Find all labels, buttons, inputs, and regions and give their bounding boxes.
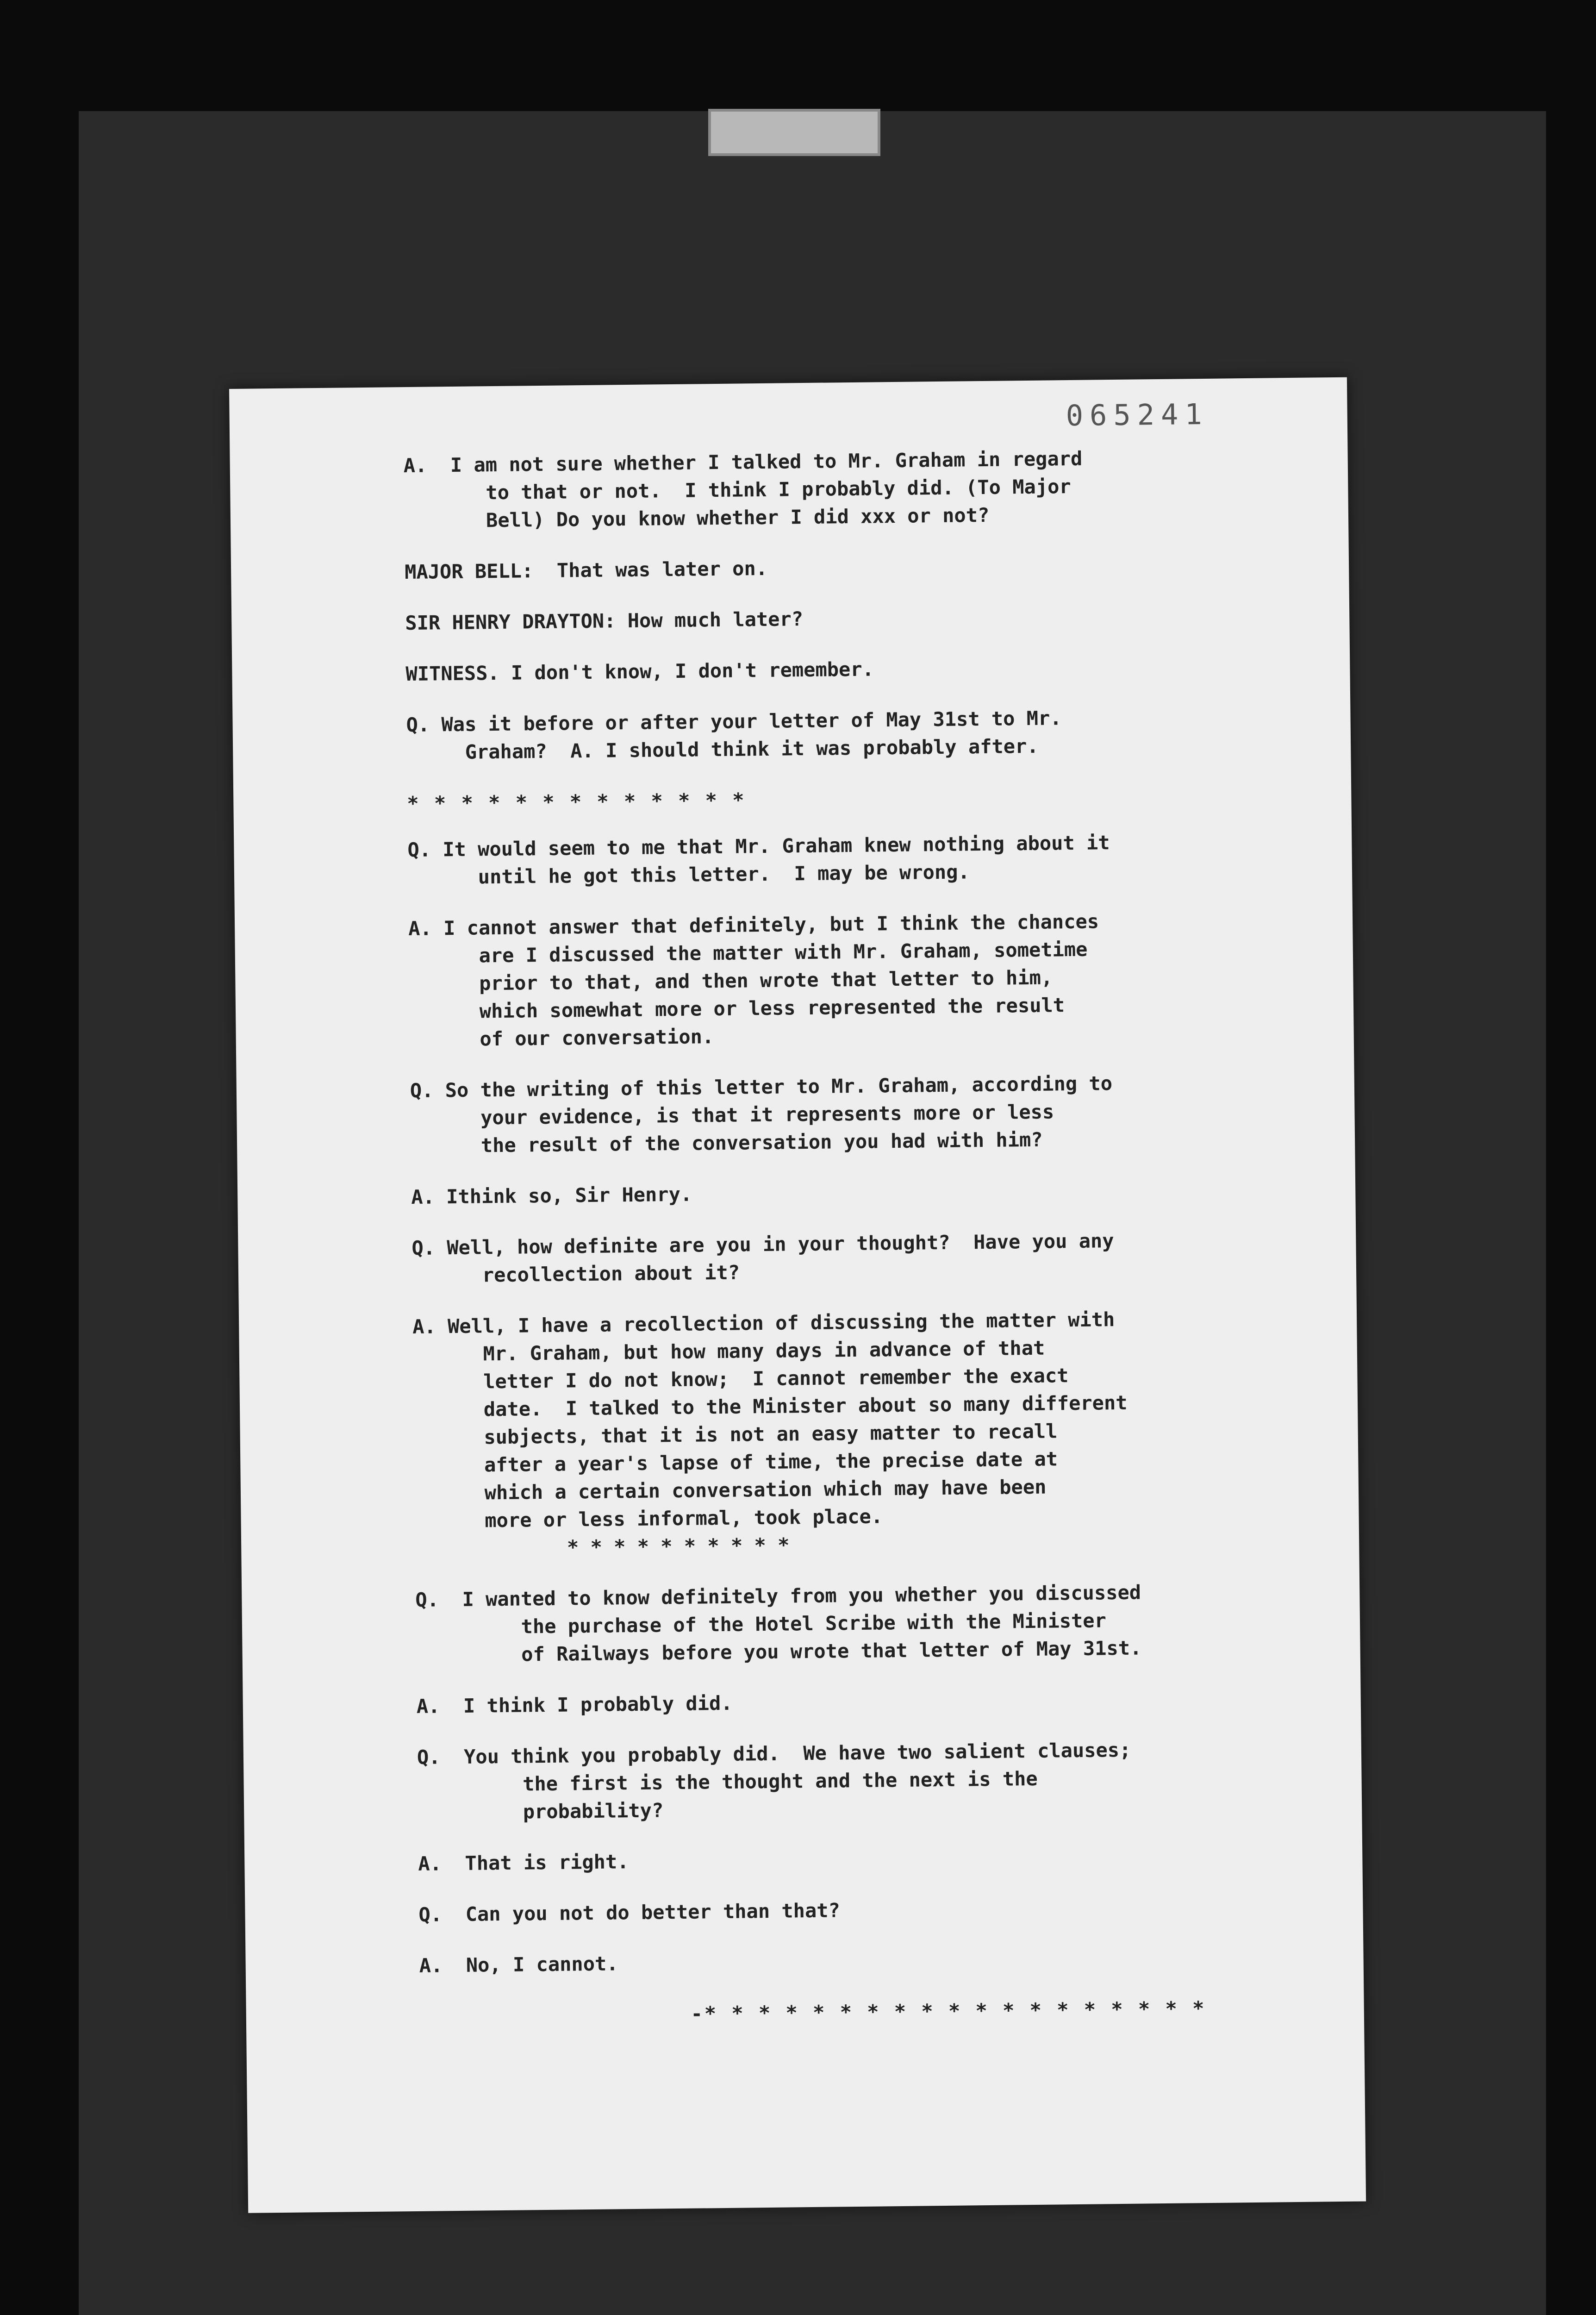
transcript-entry: Q. Can you not do better than that? bbox=[418, 1899, 841, 1926]
typewritten-page bbox=[229, 377, 1366, 2213]
transcript-entry: Q. It would seem to me that Mr. Graham knew nothing about it until he got this letter. I may be wrong. bbox=[407, 831, 1110, 889]
transcript-entry: Q. You think you probably did. We have two salient clauses; the first is the thought and the next is the probability? bbox=[417, 1738, 1131, 1824]
separator-stars: -* * * * * * * * * * * * * * * * * * * bbox=[419, 1997, 1206, 2028]
transcript-entry: Q. Was it before or after your letter of May 31st to Mr. Graham? A. I should think it was probably after. bbox=[406, 707, 1062, 764]
transcript-entry: A. That is right. bbox=[418, 1850, 629, 1875]
transcript-entry: A. I cannot answer that definitely, but I think the chances are I discussed the matter with Mr. Graham, sometime prior to that, and then wrote that letter to him, which somewhat more or less represented the result of our conversation. bbox=[408, 910, 1099, 1051]
document-number: 065241 bbox=[1066, 397, 1209, 433]
transcript-entry: MAJOR BELL: That was later on. bbox=[404, 557, 768, 584]
transcript-entry: Q. I wanted to know definitely from you whether you discussed the purchase of the Hotel Scribe with the Minister of Railways before you wrote that letter of May 31st. bbox=[415, 1581, 1142, 1667]
transcript-entry: SIR HENRY DRAYTON: How much later? bbox=[405, 607, 804, 635]
transcript-entry: Q. So the writing of this letter to Mr. Graham, according to your evidence, is that it represents more or less the result of the conversation you had with him? bbox=[410, 1072, 1113, 1158]
transcript-body bbox=[403, 443, 1322, 2049]
transcript-entry: A. Well, I have a recollection of discussing the matter with Mr. Graham, but how many days in advance of that letter I do not know; I cannot remember the exact date. I talked to the Minister about so many different subjects, that it is not an easy matter to recall after a year's lapse of time, the precise date at which a certain conversation which may have been more or less informal, took place. * * * * * * * * * * bbox=[412, 1308, 1128, 1560]
transcript-entry: A. Ithink so, Sir Henry. bbox=[411, 1183, 692, 1208]
transcript-entry: WITNESS. I don't know, I don't remember. bbox=[405, 657, 874, 686]
paper-clip bbox=[708, 109, 880, 156]
transcript-entry: Q. Well, how definite are you in your thought? Have you any recollection about it? bbox=[411, 1229, 1114, 1287]
transcript-entry: A. No, I cannot. bbox=[419, 1952, 618, 1977]
separator-stars: * * * * * * * * * * * * * bbox=[407, 788, 746, 815]
transcript-entry: A. I am not sure whether I talked to Mr. Graham in regard to that or not. I think I probably did. (To Major Bell) Do you know whether I did xxx or not? bbox=[403, 447, 1083, 533]
transcript-entry: A. I think I probably did. bbox=[416, 1691, 733, 1718]
